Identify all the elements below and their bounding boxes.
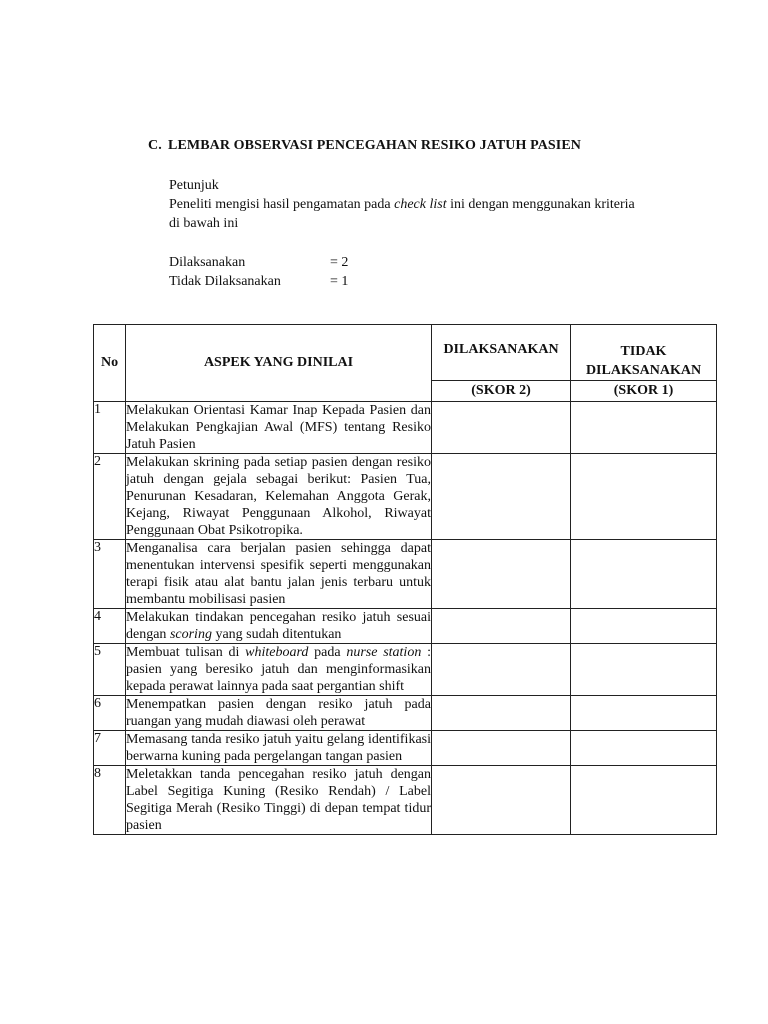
- column-header-aspek: ASPEK YANG DINILAI: [126, 325, 432, 402]
- score-1-header: (SKOR 1): [571, 381, 717, 402]
- column-header-dilaksanakan: DILAKSANAKAN: [432, 325, 571, 381]
- instructions-label: Petunjuk: [169, 178, 219, 193]
- row-number: 7: [94, 731, 126, 766]
- aspect-description: Menganalisa cara berjalan pasien sehingga dapat menentukan intervensi spesifik seperti menggunakan terapi fisik atau alat bantu jalan jenis terbaru untuk membantu mobilisasi pasien: [126, 541, 431, 607]
- tidak-dilaksanakan-cell[interactable]: [571, 696, 717, 731]
- table-body: [94, 402, 717, 835]
- dilaksanakan-cell[interactable]: [432, 454, 571, 540]
- dilaksanakan-cell[interactable]: [432, 402, 571, 454]
- aspect-description: Melakukan Orientasi Kamar Inap Kepada Pasien dan Melakukan Pengkajian Awal (MFS) tentang Resiko Jatuh Pasien: [126, 403, 431, 452]
- tidak-dilaksanakan-cell[interactable]: [571, 644, 717, 696]
- tidak-dilaksanakan-cell[interactable]: [571, 454, 717, 540]
- dilaksanakan-cell[interactable]: [432, 766, 571, 835]
- section-title: LEMBAR OBSERVASI PENCEGAHAN RESIKO JATUH PASIEN: [168, 138, 582, 153]
- table-row: [94, 402, 717, 454]
- aspect-description: Memasang tanda resiko jatuh yaitu gelang identifikasi berwarna kuning pada pergelangan tangan pasien: [126, 732, 431, 764]
- criteria-value: = 2: [330, 255, 349, 270]
- table-row: [94, 540, 717, 609]
- tidak-dilaksanakan-cell[interactable]: [571, 609, 717, 644]
- checklist-term: check list: [394, 197, 447, 212]
- aspect-description: Melakukan tindakan pencegahan resiko jatuh sesuai dengan scoring yang sudah ditentukan: [126, 610, 431, 642]
- dilaksanakan-cell[interactable]: [432, 696, 571, 731]
- column-header-no: No: [94, 325, 126, 402]
- row-number: 1: [94, 402, 126, 454]
- section-heading: [148, 138, 581, 154]
- table-row: [94, 644, 717, 696]
- row-number: 8: [94, 766, 126, 835]
- criteria-label: Tidak Dilaksanakan: [169, 274, 281, 289]
- tidak-dilaksanakan-cell[interactable]: [571, 540, 717, 609]
- table-header-row: [94, 325, 717, 381]
- section-letter: C.: [148, 138, 162, 153]
- table-row: [94, 696, 717, 731]
- row-number: 5: [94, 644, 126, 696]
- tidak-dilaksanakan-cell[interactable]: [571, 402, 717, 454]
- observation-table: [93, 324, 717, 835]
- instructions-text: Peneliti mengisi hasil pengamatan pada check list ini dengan menggunakan kriteria di bawah ini: [169, 197, 635, 231]
- criteria-row: [169, 253, 348, 272]
- table-row: [94, 609, 717, 644]
- tidak-dilaksanakan-cell[interactable]: [571, 766, 717, 835]
- table-row: [94, 766, 717, 835]
- tidak-dilaksanakan-cell[interactable]: [571, 731, 717, 766]
- row-number: 3: [94, 540, 126, 609]
- row-number: 2: [94, 454, 126, 540]
- aspect-description: Menempatkan pasien dengan resiko jatuh pada ruangan yang mudah diawasi oleh perawat: [126, 697, 431, 729]
- dilaksanakan-cell[interactable]: [432, 609, 571, 644]
- table-row: [94, 454, 717, 540]
- instructions: [169, 176, 649, 233]
- column-header-tidak-dilaksanakan: TIDAK DILAKSANAKAN: [571, 325, 717, 381]
- dilaksanakan-cell[interactable]: [432, 644, 571, 696]
- aspect-description: Membuat tulisan di whiteboard pada nurse station : pasien yang beresiko jatuh dan menginformasikan kepada perawat lainnya pada saat pergantian shift: [126, 645, 431, 694]
- score-2-header: (SKOR 2): [432, 381, 571, 402]
- aspect-description: Melakukan skrining pada setiap pasien dengan resiko jatuh dengan gejala sebagai berikut: Pasien Tua, Penurunan Kesadaran, Kelemahan Anggota Gerak, Kejang, Riwayat Penggunaan Alkohol, Riwayat Penggunaan Obat Psikotropika.: [126, 455, 431, 538]
- criteria-label: Dilaksanakan: [169, 255, 246, 270]
- table-row: [94, 731, 717, 766]
- criteria-row: [169, 272, 348, 291]
- row-number: 6: [94, 696, 126, 731]
- dilaksanakan-cell[interactable]: [432, 731, 571, 766]
- scoring-criteria: [169, 253, 348, 291]
- aspect-description: Meletakkan tanda pencegahan resiko jatuh dengan Label Segitiga Kuning (Resiko Rendah) / Label Segitiga Merah (Resiko Tinggi) di depan tempat tidur pasien: [126, 767, 431, 833]
- row-number: 4: [94, 609, 126, 644]
- dilaksanakan-cell[interactable]: [432, 540, 571, 609]
- criteria-value: = 1: [330, 274, 349, 289]
